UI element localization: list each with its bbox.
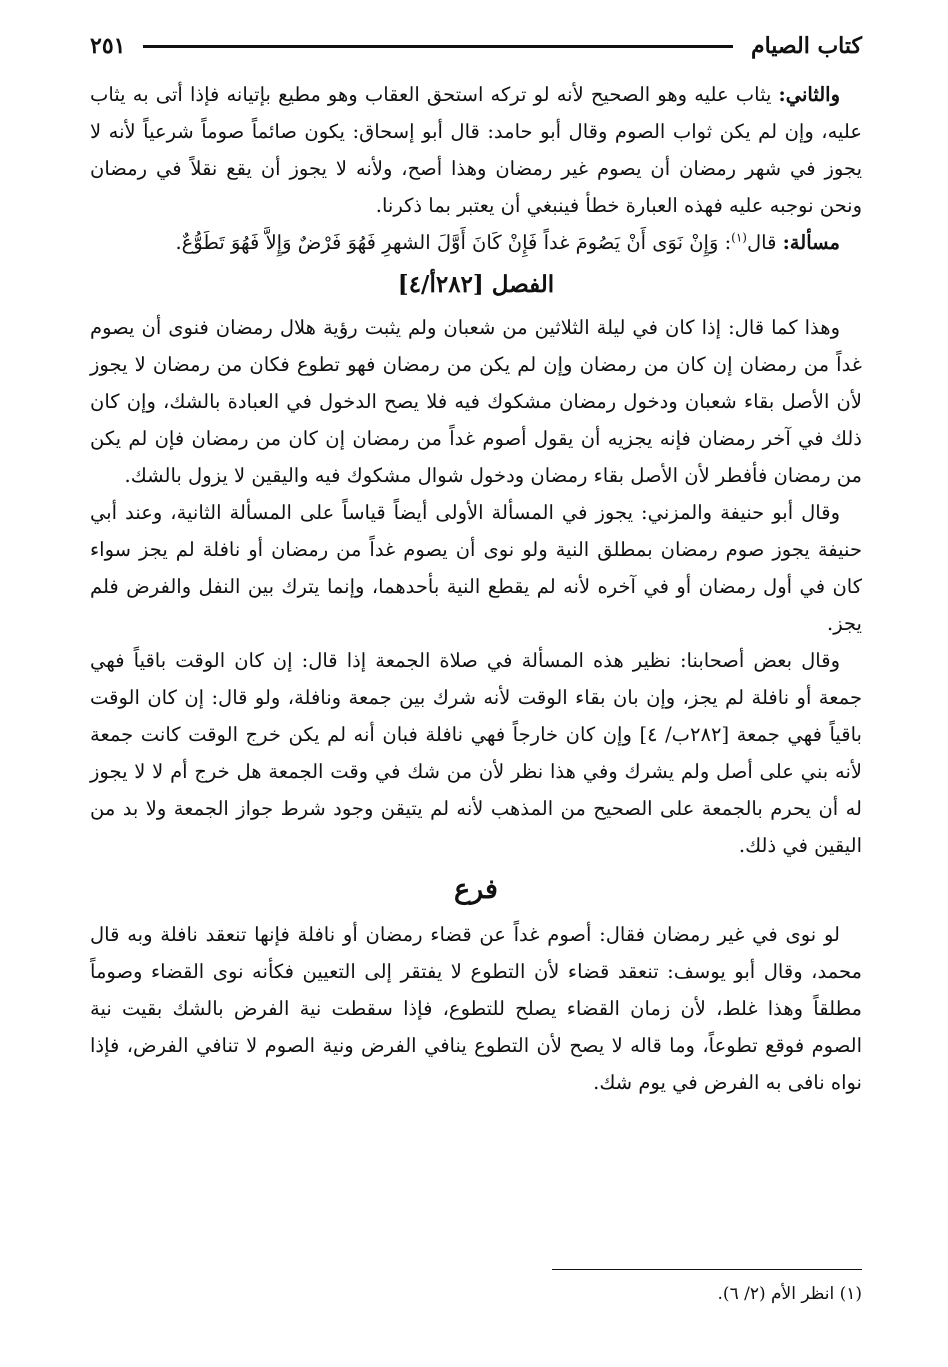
footnote-text: انظر الأم (٢/ ٦). [717,1284,835,1304]
paragraph-lead: مسألة: [782,231,840,254]
section-paragraph: وهذا كما قال: إذا كان في ليلة الثلاثين من شعبان ولم يثبت رؤية هلال رمضان فنوى أن يصوم غداً من رمضان إن كان من رمضان وإن لم يكن من رمضان فهو تطوع فكان من رمضان لا يجوز لأن الأصل بقاء شعبان ودخول رمضان مشكوك فيه فلا يصح الدخول في العبادة بالشك، وإن كان ذلك في آخر رمضان فإنه يجزيه أن يقول أصوم غداً من رمضان إن كان من رمضان فإن لم يكن من رمضان فأفطر لأن الأصل بقاء رمضان ودخول شوال مشكوك فيه واليقين لا يزول بالشك. [90,316,862,487]
page-number: ٢٥١ [90,33,126,59]
paragraph-text: يثاب عليه وهو الصحيح لأنه لو تركه استحق العقاب وهو مطيع بإتيانه فإذا أتى به يثاب عليه، وإن لم يكن ثواب الصوم وقال أبو حامد: قال أبو إسحاق: يكون صائماً صوماً شرعياً لأنه لا يجوز في شهر رمضان أن يصوم غير رمضان وهذا أصح، ولأنه لا يجوز أن يقع نقلاً في رمضان ونحن نوجبه عليه فهذه العبارة خطأ فينبغي أن يعتبر بما ذكرنا. [90,83,862,217]
paragraph-masala [90,224,862,261]
section-paragraph: وقال بعض أصحابنا: نظير هذه المسألة في صلاة الجمعة إذا قال: إن كان الوقت باقياً فهي جمعة أو نافلة لم يجز، وإن بان بقاء الوقت لأنه شرك بين جمعة ونافلة، ولو قال: إن كان الوقت باقياً فهي جمعة [٢٨٢ب/ ٤] وإن كان خارجاً فهي نافلة فبان أنه لم يكن خرج الوقت كانت جمعة لأنه بني على أصل ولم يشرك وفي هذا نظر لأن من شك في وقت الجمعة هل خرج أم لا لا يجوز له أن يحرم بالجمعة على الصحيح من المذهب لأنه لم يتيقن وجود شرط جواز الجمعة ولا بد من اليقين في ذلك. [90,649,862,857]
branch-paragraph: لو نوى في غير رمضان فقال: أصوم غداً عن قضاء رمضان أو نافلة فإنها تنعقد نافلة وبه قال محمد، وقال أبو يوسف: تنعقد قضاء لأن التطوع لا يفتقر إلى التعيين فكأنه نوى القضاء وصوماً مطلقاً وهذا غلط، لأن زمان القضاء يصلح للتطوع، فإذا سقطت نية الفرض بالشك بقيت نية الصوم فوقع تطوعاً، وما قاله لا يصح لأن التطوع ينافي الفرض ونية الصوم لا تنافي الفرض، فإذا نواه نافى به الفرض في يوم شك. [90,923,862,1094]
paragraph-lead: والثاني: [778,83,840,106]
header-rule [143,45,733,48]
paragraph-pre: قال [746,231,783,254]
section-paragraph: وقال أبو حنيفة والمزني: يجوز في المسألة الأولى أيضاً قياساً على المسألة الثانية، وعند أبي حنيفة يجوز صوم رمضان بمطلق النية ولو نوى أن يصوم غداً من رمضان أو نافلة لم يجز سواء كان في أول رمضان أو في آخره لأنه لم يقطع النية بأحدهما، وإنما يترك بين النفل والفرض فلم يجز. [90,501,862,635]
page-header [90,26,862,66]
footnote-divider [552,1269,862,1270]
paragraph-second-view [90,76,862,224]
footnote-reference[interactable]: (١) [731,230,747,245]
footnote [718,1284,862,1304]
book-title: كتاب الصيام [750,33,862,59]
section-heading: الفصل [٢٨٢أ/٤] [397,271,555,298]
paragraph-text: : وَإِنْ نَوَى أَنْ يَصُومَ غداً فَإِنْ كَانَ أَوَّلَ الشهرِ فَهُوَ فَرْضٌ وَإِلاَّ فَهُوَ تَطَوُّعٌ. [175,231,732,254]
document-page [90,26,862,1304]
footnote-marker: (١) [839,1284,862,1304]
branch-heading: فرع [454,874,498,905]
